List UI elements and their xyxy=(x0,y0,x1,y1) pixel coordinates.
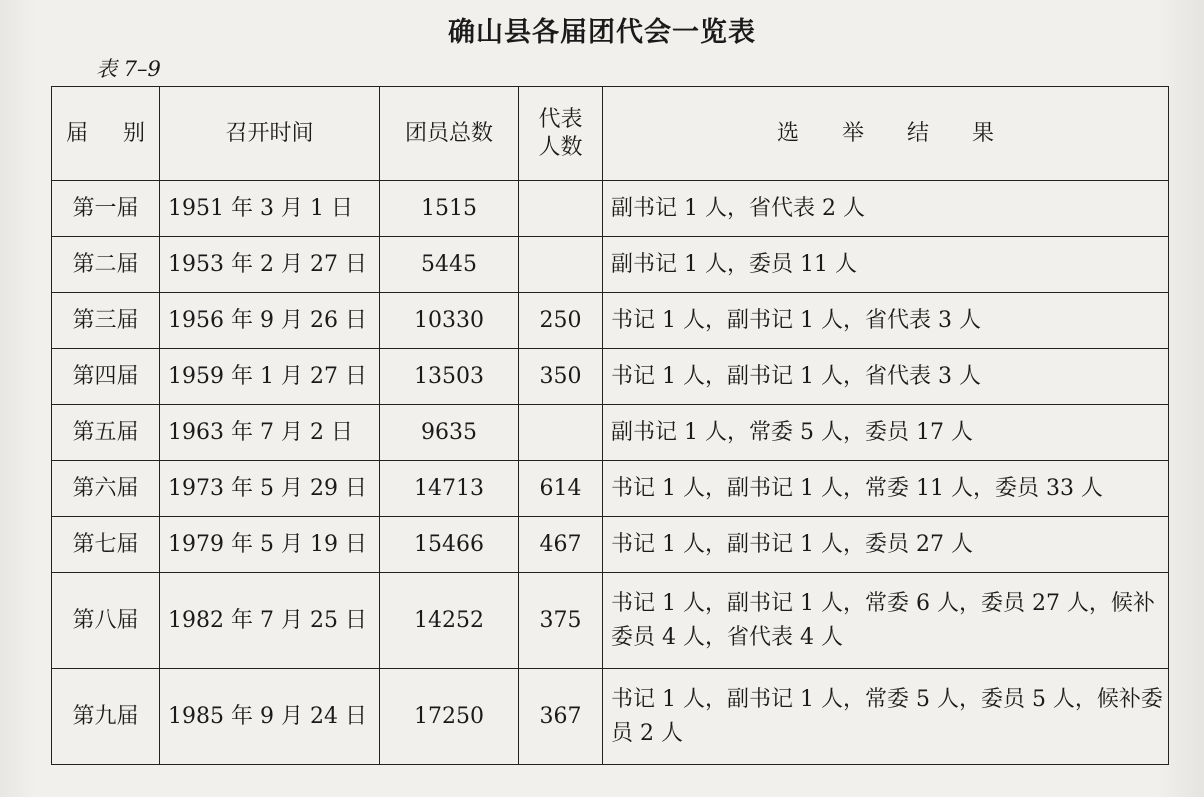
members-cell: 17250 xyxy=(380,669,519,765)
header-representatives xyxy=(519,87,603,181)
table-body xyxy=(52,181,1169,765)
session-cell: 第七届 xyxy=(52,517,160,573)
table-row xyxy=(52,669,1169,765)
election-results-cell: 书记 1 人，副书记 1 人，常委 5 人，委员 5 人，候补委员 2 人 xyxy=(603,669,1169,765)
table-row xyxy=(52,237,1169,293)
session-cell: 第四届 xyxy=(52,349,160,405)
members-cell: 5445 xyxy=(380,237,519,293)
members-cell: 10330 xyxy=(380,293,519,349)
session-cell: 第八届 xyxy=(52,573,160,669)
date-cell: 1979 年 5 月 19 日 xyxy=(160,517,380,573)
table-header-row xyxy=(52,87,1169,181)
representatives-cell: 367 xyxy=(519,669,603,765)
date-cell: 1963 年 7 月 2 日 xyxy=(160,405,380,461)
members-cell: 14713 xyxy=(380,461,519,517)
header-members: 团员总数 xyxy=(380,87,519,181)
members-cell: 1515 xyxy=(380,181,519,237)
table-row xyxy=(52,517,1169,573)
table-row xyxy=(52,181,1169,237)
header-date: 召开时间 xyxy=(160,87,380,181)
header-election-results: 选 举 结 果 xyxy=(603,87,1169,181)
members-cell: 15466 xyxy=(380,517,519,573)
representatives-cell: 250 xyxy=(519,293,603,349)
session-cell: 第二届 xyxy=(52,237,160,293)
table-row xyxy=(52,293,1169,349)
header-session: 届 别 xyxy=(52,87,160,181)
date-cell: 1985 年 9 月 24 日 xyxy=(160,669,380,765)
election-results-cell: 书记 1 人，副书记 1 人，委员 27 人 xyxy=(603,517,1169,573)
date-cell: 1973 年 5 月 29 日 xyxy=(160,461,380,517)
table-number-label: 表 7–9 xyxy=(96,57,161,81)
session-cell: 第五届 xyxy=(52,405,160,461)
election-results-cell: 书记 1 人，副书记 1 人，省代表 3 人 xyxy=(603,293,1169,349)
date-cell: 1982 年 7 月 25 日 xyxy=(160,573,380,669)
table-row xyxy=(52,405,1169,461)
header-representatives-line2: 人数 xyxy=(538,134,583,160)
sessions-table xyxy=(51,86,1169,765)
election-results-cell: 副书记 1 人，常委 5 人，委员 17 人 xyxy=(603,405,1169,461)
election-results-cell: 书记 1 人，副书记 1 人，省代表 3 人 xyxy=(603,349,1169,405)
header-representatives-line1: 代表 xyxy=(538,106,583,132)
session-cell: 第三届 xyxy=(52,293,160,349)
date-cell: 1951 年 3 月 1 日 xyxy=(160,181,380,237)
representatives-cell xyxy=(519,237,603,293)
date-cell: 1959 年 1 月 27 日 xyxy=(160,349,380,405)
members-cell: 9635 xyxy=(380,405,519,461)
members-cell: 14252 xyxy=(380,573,519,669)
session-cell: 第六届 xyxy=(52,461,160,517)
representatives-cell: 375 xyxy=(519,573,603,669)
election-results-cell: 书记 1 人，副书记 1 人，常委 6 人，委员 27 人，候补委员 4 人，省代表 4 人 xyxy=(603,573,1169,669)
representatives-cell: 350 xyxy=(519,349,603,405)
members-cell: 13503 xyxy=(380,349,519,405)
date-cell: 1953 年 2 月 27 日 xyxy=(160,237,380,293)
date-cell: 1956 年 9 月 26 日 xyxy=(160,293,380,349)
election-results-cell: 副书记 1 人，省代表 2 人 xyxy=(603,181,1169,237)
session-cell: 第一届 xyxy=(52,181,160,237)
election-results-cell: 书记 1 人，副书记 1 人，常委 11 人，委员 33 人 xyxy=(603,461,1169,517)
table-row xyxy=(52,573,1169,669)
election-results-cell: 副书记 1 人，委员 11 人 xyxy=(603,237,1169,293)
representatives-cell: 614 xyxy=(519,461,603,517)
representatives-cell xyxy=(519,405,603,461)
table-row xyxy=(52,349,1169,405)
table-row xyxy=(52,461,1169,517)
page-title: 确山县各届团代会一览表 xyxy=(448,17,756,48)
representatives-cell xyxy=(519,181,603,237)
representatives-cell: 467 xyxy=(519,517,603,573)
session-cell: 第九届 xyxy=(52,669,160,765)
